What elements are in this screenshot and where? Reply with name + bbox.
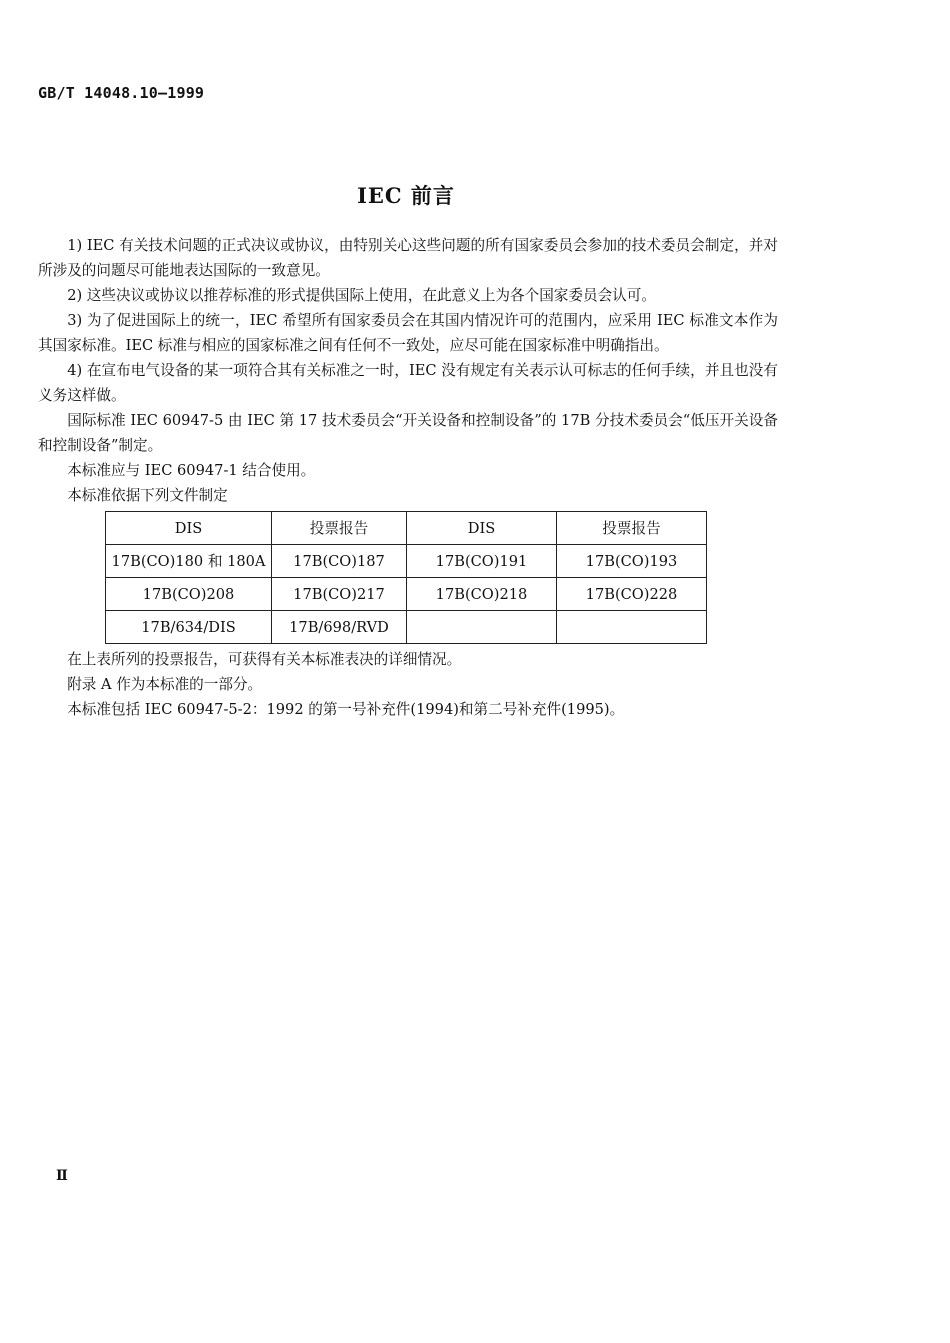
table-header-cell: DIS — [106, 512, 272, 545]
paragraph-4: 4) 在宣布电气设备的某一项符合其有关标准之一时，IEC 没有规定有关表示认可标志的任何手续，并且也没有义务这样做。 — [38, 362, 778, 404]
table-cell: 17B/698/RVD — [272, 611, 407, 644]
table-row — [106, 545, 707, 578]
table-row — [106, 611, 707, 644]
paragraph-6: 本标准应与 IEC 60947-1 结合使用。 — [67, 462, 316, 479]
table-cell — [407, 611, 557, 644]
table-cell: 17B(CO)208 — [106, 578, 272, 611]
table-cell: 17B(CO)187 — [272, 545, 407, 578]
paragraph-after-table-2: 附录 A 作为本标准的一部分。 — [67, 676, 263, 693]
paragraph-2: 2) 这些决议或协议以推荐标准的形式提供国际上使用，在此意义上为各个国家委员会认可。 — [67, 287, 656, 304]
standard-code-header: GB/T 14048.10—1999 — [38, 84, 205, 102]
table-cell — [557, 611, 707, 644]
foreword-body — [38, 233, 778, 722]
paragraph-5: 国际标准 IEC 60947-5 由 IEC 第 17 技术委员会“开关设备和控制设备”的 17B 分技术委员会“低压开关设备和控制设备”制定。 — [38, 412, 778, 454]
table-row — [106, 578, 707, 611]
paragraph-1: 1) IEC 有关技术问题的正式决议或协议，由特别关心这些问题的所有国家委员会参加的技术委员会制定，并对所涉及的问题尽可能地表达国际的一致意见。 — [38, 237, 778, 279]
table-cell: 17B(CO)193 — [557, 545, 707, 578]
table-cell: 17B(CO)180 和 180A — [106, 545, 272, 578]
table-header-row — [106, 512, 707, 545]
table-header-cell: 投票报告 — [557, 512, 707, 545]
table-cell: 17B(CO)218 — [407, 578, 557, 611]
table-header-cell: 投票报告 — [272, 512, 407, 545]
table-cell: 17B(CO)228 — [557, 578, 707, 611]
paragraph-3: 3) 为了促进国际上的统一，IEC 希望所有国家委员会在其国内情况许可的范围内，应采用 IEC 标准文本作为其国家标准。IEC 标准与相应的国家标准之间有任何不一致处，应尽可能在国家标准中明确指出。 — [38, 312, 778, 354]
paragraph-after-table-3: 本标准包括 IEC 60947-5-2：1992 的第一号补充件(1994)和第二号补充件(1995)。 — [67, 701, 625, 718]
voting-documents-table — [105, 511, 707, 644]
page-title: IEC 前言 — [357, 183, 455, 208]
table-cell: 17B(CO)217 — [272, 578, 407, 611]
table-header-cell: DIS — [407, 512, 557, 545]
table-cell: 17B(CO)191 — [407, 545, 557, 578]
table-cell: 17B/634/DIS — [106, 611, 272, 644]
page-number: Ⅱ — [56, 1168, 68, 1184]
paragraph-7: 本标准依据下列文件制定 — [67, 487, 228, 504]
paragraph-after-table-1: 在上表所列的投票报告，可获得有关本标准表决的详细情况。 — [67, 651, 462, 668]
